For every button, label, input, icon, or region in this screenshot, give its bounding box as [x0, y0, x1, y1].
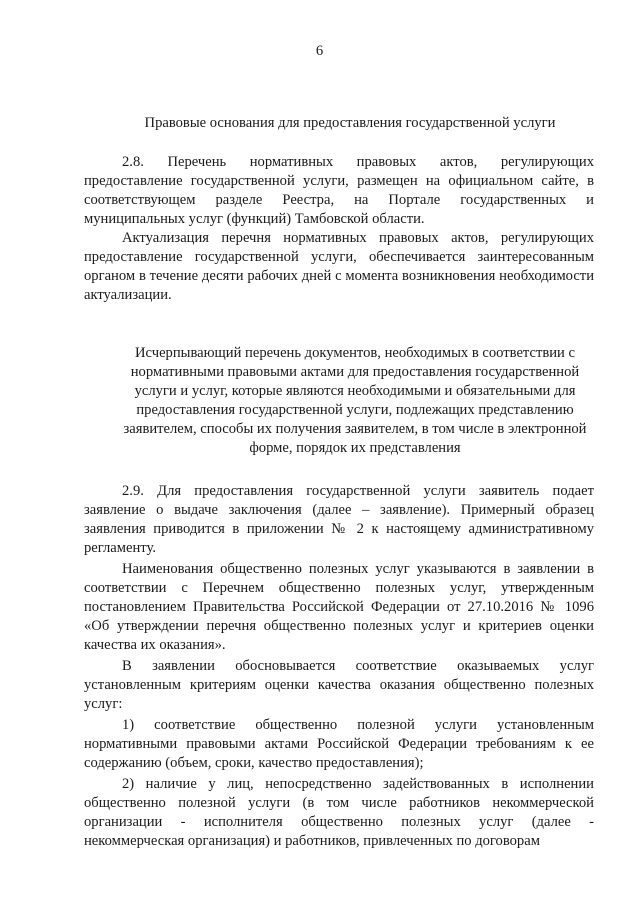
section-heading-legal-basis: Правовые основания для предоставления государственной услуги — [144, 115, 556, 131]
section-legal-basis-body — [84, 153, 594, 305]
page-number: 6 — [315, 43, 324, 59]
paragraph-2-8: 2.8. Перечень нормативных правовых актов, регулирующих предоставление государственной услуги, размещен на официальном сайте, в соответствующем разделе Реестра, на Портале государственных и муниципальных услуг (функций) Тамбовской области. — [84, 154, 594, 227]
paragraph-actualization: Актуализация перечня нормативных правовых актов, регулирующих предоставление государственной услуги, обеспечивается заинтересованным органом в течение десяти рабочих дней с момента возникновения необходимости актуализации. — [84, 230, 594, 303]
list-item-criterion-2: 2) наличие у лиц, непосредственно задействованных в исполнении общественно полезной услуги (в том числе работников некоммерческой организации - исполнителя общественно полезных услуг (далее - некоммерческая организация) и работников, привлеченных по договорам — [84, 776, 594, 849]
paragraph-service-names: Наименования общественно полезных услуг указываются в заявлении в соответствии с Перечнем общественно полезных услуг, утвержденным постановлением Правительства Российской Федерации от 27.10.2016 № 1096 «Об утверждении перечня общественно полезных услуг и критериев оценки качества их оказания». — [84, 561, 594, 653]
paragraph-criteria-intro: В заявлении обосновывается соответствие оказываемых услуг установленным критериям оценки качества оказания общественно полезных услуг: — [84, 658, 594, 712]
list-item-criterion-1: 1) соответствие общественно полезной услуги установленным нормативными правовыми актами Российской Федерации требованиям к ее содержанию (объем, сроки, качество предоставления); — [84, 717, 594, 771]
section-documents-body — [84, 482, 594, 853]
section-heading-documents: Исчерпывающий перечень документов, необходимых в соответствии с нормативными правовыми актами для предоставления государственной услуги и услуг, которые являются необходимыми и обязательными для предоставления государственной услуги, подлежащих представлению заявителем, способы их получения заявителем, в том числе в электронной форме, порядок их представления — [123, 345, 587, 456]
paragraph-2-9: 2.9. Для предоставления государственной услуги заявитель подает заявление о выдаче заключения (далее – заявление). Примерный образец заявления приводится в приложении № 2 к настоящему административному регламенту. — [84, 483, 594, 556]
